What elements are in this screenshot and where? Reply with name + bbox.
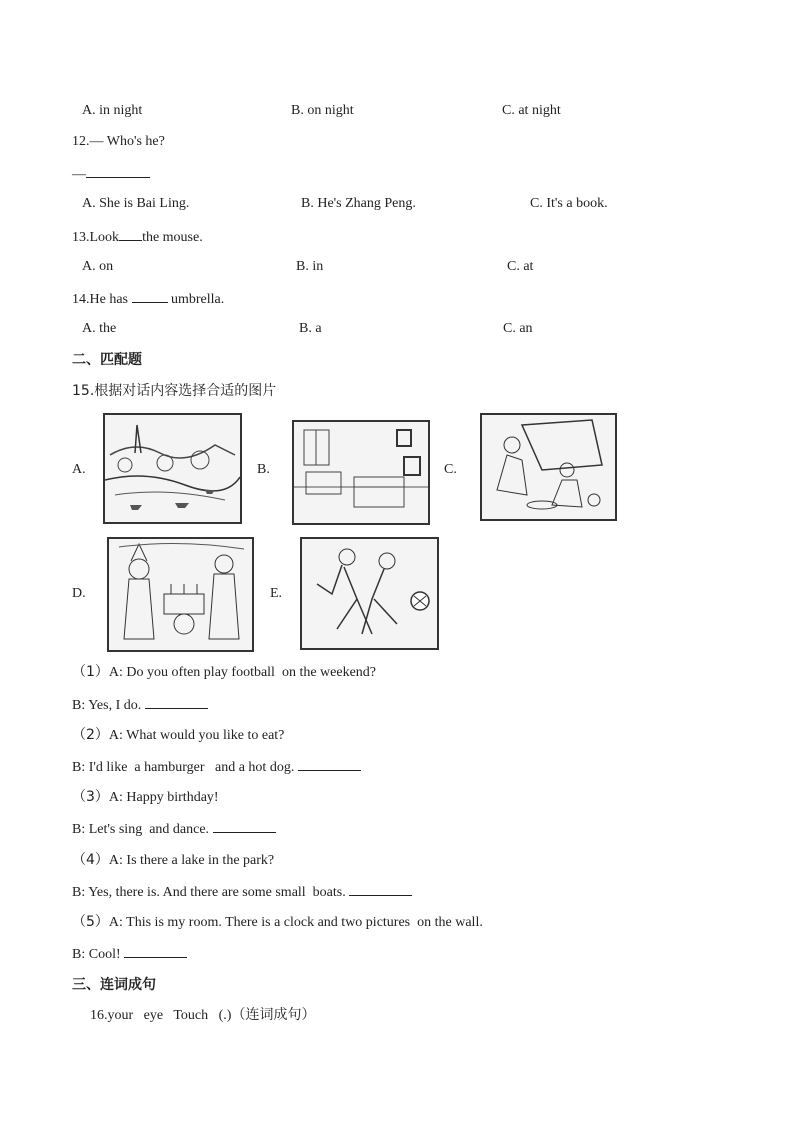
dialog-1-a [72,663,376,682]
picnic-scene-icon [482,415,615,519]
q12-option-a: A. She is Bai Ling. [82,196,190,211]
q14-stem-b: umbrella. [167,292,225,307]
dialog-3-b-text: B: Let's sing and dance. [72,822,213,837]
dialog-4-a-text: A: Is there a lake in the park? [108,853,275,868]
dialog-5-b-text: B: Cool! [72,947,125,962]
dialog-3-a-text: A: Happy birthday! [108,790,219,805]
q14-stem [72,289,224,309]
dialog-4-b-text: B: Yes, there is. And there are some small boats. [72,885,350,900]
q12-answer-line [72,164,150,184]
q13-option-b: B. in [296,259,324,274]
room-scene-icon [294,422,428,523]
party-scene-icon [109,539,252,650]
q11-option-b: B. on night [291,103,354,118]
dialog-5-number: （5） [72,914,109,930]
dialog-2-a-text: A: What would you like to eat? [108,728,285,743]
dialog-1-b [72,695,208,715]
dialog-4-a [72,851,274,870]
q14-stem-a: 14.He has [72,292,132,307]
q12-answer-blank[interactable] [86,164,150,178]
picture-e-label: E. [270,586,283,601]
dialog-1-a-text: A: Do you often play football on the weekend? [108,665,377,680]
dialog-3-blank[interactable] [213,819,276,833]
football-scene-icon [302,539,437,648]
dialog-1-b-text: B: Yes, I do. [72,698,145,713]
dialog-5-b [72,944,187,964]
dialog-5-a-text: A: This is my room. There is a clock and two pictures on the wall. [108,915,483,930]
park-lake-boats-picture [103,413,242,524]
q14-option-b: B. a [299,321,322,336]
dialog-2-number: （2） [72,727,109,743]
q15-stem: 15.根据对话内容选择合适的图片 [72,383,277,399]
dialog-2-blank[interactable] [298,757,361,771]
q11-option-c: C. at night [502,103,561,118]
picture-b-label: B. [257,462,270,477]
q14-blank[interactable] [132,289,168,303]
q14-option-c: C. an [503,321,533,336]
dialog-2-b [72,757,361,777]
dialog-4-number: （4） [72,852,109,868]
q16-stem: 16.your eye Touch (.)（连词成句） [90,1008,316,1023]
q13-stem [72,227,203,247]
q14-option-a: A. the [82,321,117,336]
q13-stem-b: the mouse. [142,230,203,245]
dialog-5-blank[interactable] [124,944,187,958]
section2-title: 二、匹配题 [72,352,142,368]
dialog-3-number: （3） [72,789,109,805]
q12-stem: 12.— Who's he? [72,134,165,149]
q12-option-b: B. He's Zhang Peng. [301,196,416,211]
dialog-4-blank[interactable] [349,882,412,896]
picnic-food-picture [480,413,617,521]
picture-d-label: D. [72,586,86,601]
q13-option-c: C. at [507,259,534,274]
q11-option-a: A. in night [82,103,143,118]
dialog-2-a [72,726,284,745]
q13-stem-a: 13.Look [72,230,120,245]
q13-option-a: A. on [82,259,114,274]
picture-c-label: C. [444,462,457,477]
section3-title: 三、连词成句 [72,977,156,993]
q12-option-c: C. It's a book. [530,196,608,211]
dialog-1-number: （1） [72,664,109,680]
room-clock-pictures-picture [292,420,430,525]
dialog-3-a [72,788,219,807]
q12-dash: — [72,167,86,182]
picture-a-label: A. [72,462,86,477]
dialog-1-blank[interactable] [145,695,208,709]
birthday-party-picture [107,537,254,652]
dialog-3-b [72,819,276,839]
football-players-picture [300,537,439,650]
dialog-4-b [72,882,412,902]
dialog-2-b-text: B: I'd like a hamburger and a hot dog. [72,760,298,775]
park-scene-icon [105,415,240,522]
q13-blank[interactable] [119,227,142,241]
dialog-5-a [72,913,483,932]
